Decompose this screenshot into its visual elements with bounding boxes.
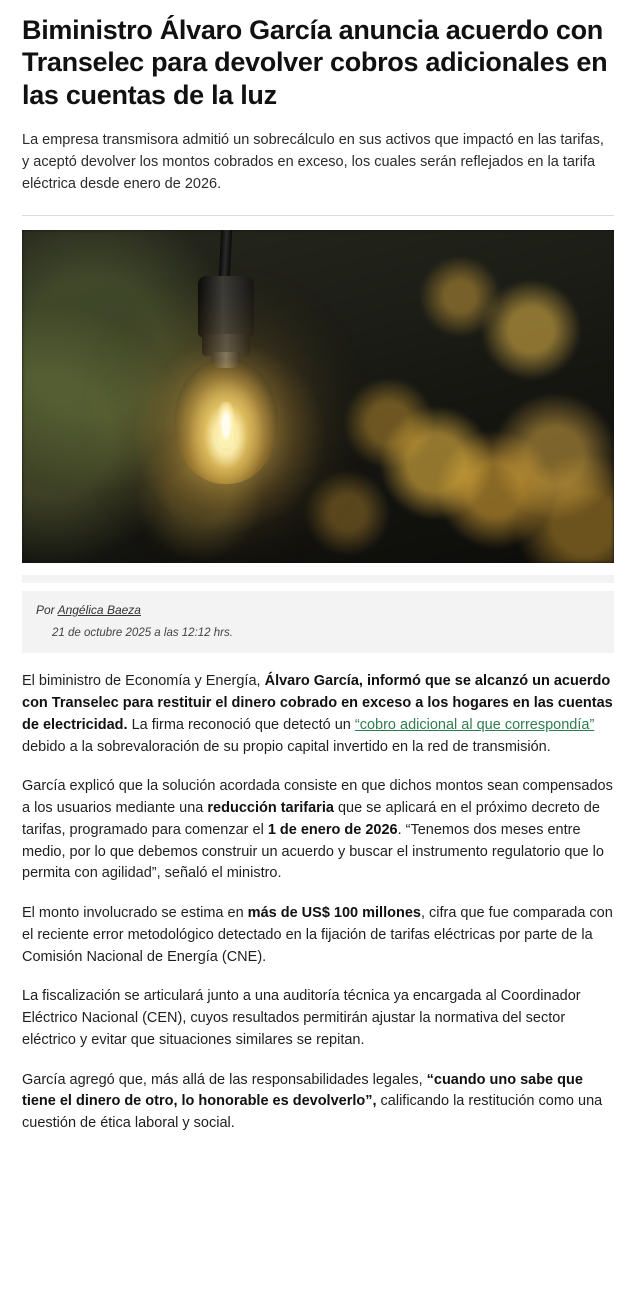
author-link[interactable]: Angélica Baeza	[57, 603, 141, 618]
body-text: García explicó que la solución acordada consiste en que dichos montos sean compensados a los usuarios mediante una	[22, 778, 613, 817]
paragraph	[22, 776, 614, 885]
body-text: , cifra que fue comparada con el reciente error metodológico detectado en la fijación de tarifas eléctricas por parte de la Comisión Nacional de Energía (CNE).	[22, 905, 613, 965]
timestamp: 21 de octubre 2025 a las 12:12 hrs.	[52, 627, 233, 640]
emphasis-text: “cuando uno sabe que tiene el dinero de otro, lo honorable es devolverlo”,	[22, 1071, 583, 1110]
emphasis-text: 1 de enero de 2026	[267, 821, 398, 838]
byline-prefix: Por	[36, 603, 55, 618]
article-standfirst: La empresa transmisora admitió un sobrecálculo en sus activos que impactó en las tarifas, y aceptó devolver los montos cobrados en exceso, los cuales serán reflejados en la tarifa eléctrica desde enero de 2026.	[22, 132, 604, 193]
body-text: . “Tenemos dos meses entre medio, por lo que debemos construir un acuerdo y buscar el instrumento regulatorio que lo permita con agilidad”, señaló el ministro.	[22, 821, 604, 882]
hero-background	[22, 230, 614, 563]
hero-image	[22, 230, 614, 563]
paragraph	[22, 986, 614, 1051]
byline	[36, 603, 600, 617]
bulb-filament	[218, 402, 234, 448]
emphasis-text: más de US$ 100 millones	[247, 905, 421, 922]
page-title: Biministro Álvaro García anuncia acuerdo con Transelec para devolver cobros adicionales en las cuentas de la luz	[22, 15, 608, 110]
paragraph	[22, 671, 614, 758]
body-text: que se aplicará en el próximo decreto de tarifas, programado para comenzar el	[22, 800, 600, 838]
body-text: La firma reconoció que detectó un	[127, 716, 355, 733]
body-text: García agregó que, más allá de las responsabilidades legales,	[22, 1071, 427, 1088]
paragraph	[22, 903, 614, 968]
body-text: debido a la sobrevaloración de su propio capital invertido en la red de transmisión.	[22, 738, 551, 755]
spacer-block	[22, 575, 614, 583]
byline-box	[22, 591, 614, 653]
body-text: El monto involucrado se estima en	[22, 905, 248, 922]
paragraph	[22, 1070, 614, 1135]
inline-link[interactable]: “cobro adicional al que correspondía”	[354, 716, 595, 733]
body-text: El biministro de Economía y Energía,	[22, 673, 265, 690]
lamp-socket	[198, 276, 254, 338]
body-text: calificando la restitución como una cuestión de ética laboral y social.	[22, 1093, 603, 1132]
article-body	[22, 671, 614, 1135]
emphasis-text: reducción tarifaria	[207, 800, 334, 817]
emphasis-text: Álvaro García, informó que se alcanzó un acuerdo con Transelec para restituir el dinero cobrado en exceso a los hogares en las cuentas de electricidad.	[22, 673, 613, 733]
divider	[22, 215, 614, 216]
body-text: La fiscalización se articulará junto a una auditoría técnica ya encargada al Coordinador Eléctrico Nacional (CEN), cuyos resultados permitirán ajustar la normativa del sector eléctrico y evitar que situaciones similares se repitan.	[22, 988, 581, 1048]
